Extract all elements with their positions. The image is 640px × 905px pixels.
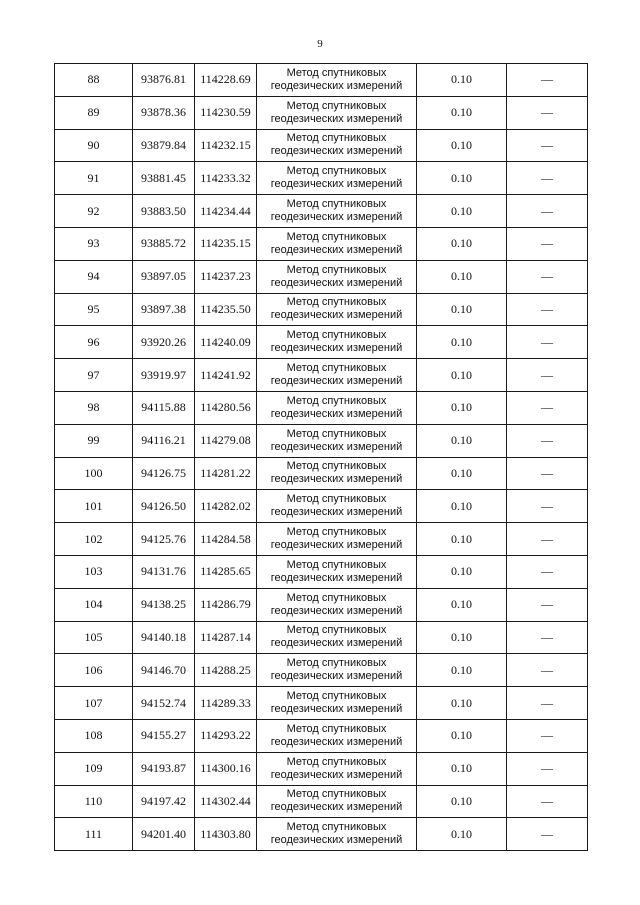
dash-cell: — — [507, 654, 588, 687]
method-line-2: геодезических измерений — [270, 506, 403, 519]
method-cell — [257, 523, 417, 556]
method-cell — [257, 359, 417, 392]
table-row — [55, 654, 588, 687]
method-line-2: геодезических измерений — [270, 178, 403, 191]
method-line-1: Метод спутниковых — [286, 657, 387, 670]
dash-cell: — — [507, 523, 588, 556]
accuracy-cell: 0.10 — [417, 523, 507, 556]
table-row — [55, 490, 588, 523]
method-cell — [257, 424, 417, 457]
table-row — [55, 260, 588, 293]
y-coordinate-cell: 114233.32 — [195, 162, 257, 195]
dash-cell: — — [507, 424, 588, 457]
y-coordinate-cell: 114284.58 — [195, 523, 257, 556]
method-cell — [257, 195, 417, 228]
accuracy-cell: 0.10 — [417, 818, 507, 851]
method-line-2: геодезических измерений — [270, 79, 403, 92]
method-line-2: геодезических измерений — [270, 145, 403, 158]
x-coordinate-cell: 94116.21 — [133, 424, 195, 457]
point-number-cell: 92 — [55, 195, 133, 228]
table-row — [55, 129, 588, 162]
dash-cell: — — [507, 490, 588, 523]
accuracy-cell: 0.10 — [417, 490, 507, 523]
method-line-1: Метод спутниковых — [286, 493, 387, 506]
method-line-1: Метод спутниковых — [286, 558, 387, 571]
method-line-1: Метод спутниковых — [286, 788, 387, 801]
accuracy-cell: 0.10 — [417, 293, 507, 326]
table-row — [55, 195, 588, 228]
method-line-2: геодезических измерений — [270, 768, 403, 781]
method-line-1: Метод спутниковых — [286, 230, 387, 243]
table-row — [55, 588, 588, 621]
method-line-1: Метод спутниковых — [286, 821, 387, 834]
method-cell — [257, 490, 417, 523]
x-coordinate-cell: 94152.74 — [133, 687, 195, 720]
point-number-cell: 100 — [55, 457, 133, 490]
x-coordinate-cell: 94201.40 — [133, 818, 195, 851]
method-cell — [257, 227, 417, 260]
method-line-1: Метод спутниковых — [286, 329, 387, 342]
method-line-2: геодезических измерений — [270, 407, 403, 420]
method-cell — [257, 96, 417, 129]
dash-cell: — — [507, 195, 588, 228]
method-cell — [257, 555, 417, 588]
point-number-cell: 108 — [55, 719, 133, 752]
method-cell — [257, 654, 417, 687]
y-coordinate-cell: 114228.69 — [195, 64, 257, 97]
method-line-2: геодезических измерений — [270, 801, 403, 814]
method-cell — [257, 129, 417, 162]
point-number-cell: 110 — [55, 785, 133, 818]
accuracy-cell: 0.10 — [417, 785, 507, 818]
point-number-cell: 98 — [55, 391, 133, 424]
point-number-cell: 97 — [55, 359, 133, 392]
method-line-1: Метод спутниковых — [286, 296, 387, 309]
method-cell — [257, 687, 417, 720]
method-line-2: геодезических измерений — [270, 440, 403, 453]
method-cell — [257, 621, 417, 654]
point-number-cell: 94 — [55, 260, 133, 293]
y-coordinate-cell: 114289.33 — [195, 687, 257, 720]
table-row — [55, 752, 588, 785]
x-coordinate-cell: 93883.50 — [133, 195, 195, 228]
dash-cell: — — [507, 260, 588, 293]
y-coordinate-cell: 114232.15 — [195, 129, 257, 162]
method-line-2: геодезических измерений — [270, 604, 403, 617]
method-cell — [257, 260, 417, 293]
accuracy-cell: 0.10 — [417, 129, 507, 162]
table-row — [55, 391, 588, 424]
coordinates-table-body — [55, 64, 588, 851]
table-row — [55, 687, 588, 720]
accuracy-cell: 0.10 — [417, 260, 507, 293]
method-line-1: Метод спутниковых — [286, 624, 387, 637]
table-row — [55, 293, 588, 326]
dash-cell: — — [507, 588, 588, 621]
method-line-1: Метод спутниковых — [286, 132, 387, 145]
point-number-cell: 91 — [55, 162, 133, 195]
method-line-1: Метод спутниковых — [286, 99, 387, 112]
method-line-1: Метод спутниковых — [286, 690, 387, 703]
point-number-cell: 102 — [55, 523, 133, 556]
dash-cell: — — [507, 359, 588, 392]
y-coordinate-cell: 114287.14 — [195, 621, 257, 654]
table-row — [55, 555, 588, 588]
point-number-cell: 105 — [55, 621, 133, 654]
y-coordinate-cell: 114293.22 — [195, 719, 257, 752]
x-coordinate-cell: 93919.97 — [133, 359, 195, 392]
table-row — [55, 457, 588, 490]
x-coordinate-cell: 93897.05 — [133, 260, 195, 293]
method-line-2: геодезических измерений — [270, 539, 403, 552]
point-number-cell: 111 — [55, 818, 133, 851]
method-line-1: Метод спутниковых — [286, 722, 387, 735]
point-number-cell: 104 — [55, 588, 133, 621]
y-coordinate-cell: 114241.92 — [195, 359, 257, 392]
x-coordinate-cell: 94197.42 — [133, 785, 195, 818]
method-line-2: геодезических измерений — [270, 243, 403, 256]
x-coordinate-cell: 94193.87 — [133, 752, 195, 785]
accuracy-cell: 0.10 — [417, 326, 507, 359]
table-row — [55, 424, 588, 457]
y-coordinate-cell: 114281.22 — [195, 457, 257, 490]
accuracy-cell: 0.10 — [417, 555, 507, 588]
table-row — [55, 162, 588, 195]
y-coordinate-cell: 114235.15 — [195, 227, 257, 260]
y-coordinate-cell: 114234.44 — [195, 195, 257, 228]
y-coordinate-cell: 114230.59 — [195, 96, 257, 129]
accuracy-cell: 0.10 — [417, 391, 507, 424]
y-coordinate-cell: 114285.65 — [195, 555, 257, 588]
method-line-1: Метод спутниковых — [286, 66, 387, 79]
method-line-2: геодезических измерений — [270, 112, 403, 125]
accuracy-cell: 0.10 — [417, 457, 507, 490]
accuracy-cell: 0.10 — [417, 424, 507, 457]
table-row — [55, 359, 588, 392]
dash-cell: — — [507, 293, 588, 326]
method-line-1: Метод спутниковых — [286, 755, 387, 768]
point-number-cell: 99 — [55, 424, 133, 457]
x-coordinate-cell: 93876.81 — [133, 64, 195, 97]
method-line-2: геодезических измерений — [270, 342, 403, 355]
y-coordinate-cell: 114280.56 — [195, 391, 257, 424]
x-coordinate-cell: 94140.18 — [133, 621, 195, 654]
method-line-2: геодезических измерений — [270, 637, 403, 650]
method-line-2: геодезических измерений — [270, 670, 403, 683]
x-coordinate-cell: 94126.75 — [133, 457, 195, 490]
method-cell — [257, 293, 417, 326]
dash-cell: — — [507, 391, 588, 424]
x-coordinate-cell: 94126.50 — [133, 490, 195, 523]
dash-cell: — — [507, 227, 588, 260]
y-coordinate-cell: 114237.23 — [195, 260, 257, 293]
y-coordinate-cell: 114300.16 — [195, 752, 257, 785]
table-row — [55, 785, 588, 818]
table-row — [55, 719, 588, 752]
method-line-1: Метод спутниковых — [286, 394, 387, 407]
dash-cell: — — [507, 687, 588, 720]
dash-cell: — — [507, 457, 588, 490]
x-coordinate-cell: 94146.70 — [133, 654, 195, 687]
dash-cell: — — [507, 785, 588, 818]
method-cell — [257, 752, 417, 785]
point-number-cell: 101 — [55, 490, 133, 523]
method-line-1: Метод спутниковых — [286, 427, 387, 440]
method-line-1: Метод спутниковых — [286, 460, 387, 473]
dash-cell: — — [507, 719, 588, 752]
accuracy-cell: 0.10 — [417, 64, 507, 97]
x-coordinate-cell: 94131.76 — [133, 555, 195, 588]
accuracy-cell: 0.10 — [417, 162, 507, 195]
method-line-2: геодезических измерений — [270, 703, 403, 716]
accuracy-cell: 0.10 — [417, 359, 507, 392]
accuracy-cell: 0.10 — [417, 654, 507, 687]
page-number: 9 — [317, 38, 323, 50]
method-cell — [257, 588, 417, 621]
method-cell — [257, 719, 417, 752]
method-cell — [257, 64, 417, 97]
table-row — [55, 523, 588, 556]
method-cell — [257, 326, 417, 359]
y-coordinate-cell: 114240.09 — [195, 326, 257, 359]
method-line-2: геодезических измерений — [270, 211, 403, 224]
coordinates-table — [54, 63, 588, 851]
method-cell — [257, 162, 417, 195]
x-coordinate-cell: 93885.72 — [133, 227, 195, 260]
method-line-2: геодезических измерений — [270, 309, 403, 322]
y-coordinate-cell: 114279.08 — [195, 424, 257, 457]
x-coordinate-cell: 93897.38 — [133, 293, 195, 326]
point-number-cell: 103 — [55, 555, 133, 588]
method-line-1: Метод спутниковых — [286, 165, 387, 178]
point-number-cell: 107 — [55, 687, 133, 720]
accuracy-cell: 0.10 — [417, 719, 507, 752]
method-cell — [257, 391, 417, 424]
x-coordinate-cell: 93878.36 — [133, 96, 195, 129]
point-number-cell: 93 — [55, 227, 133, 260]
y-coordinate-cell: 114286.79 — [195, 588, 257, 621]
method-line-2: геодезических измерений — [270, 473, 403, 486]
x-coordinate-cell: 94125.76 — [133, 523, 195, 556]
x-coordinate-cell: 93879.84 — [133, 129, 195, 162]
method-line-2: геодезических измерений — [270, 735, 403, 748]
method-line-2: геодезических измерений — [270, 834, 403, 847]
point-number-cell: 109 — [55, 752, 133, 785]
point-number-cell: 95 — [55, 293, 133, 326]
method-line-1: Метод спутниковых — [286, 591, 387, 604]
dash-cell: — — [507, 129, 588, 162]
method-line-2: геодезических измерений — [270, 375, 403, 388]
x-coordinate-cell: 94155.27 — [133, 719, 195, 752]
method-cell — [257, 785, 417, 818]
dash-cell: — — [507, 752, 588, 785]
x-coordinate-cell: 94138.25 — [133, 588, 195, 621]
dash-cell: — — [507, 326, 588, 359]
dash-cell: — — [507, 162, 588, 195]
accuracy-cell: 0.10 — [417, 687, 507, 720]
x-coordinate-cell: 93920.26 — [133, 326, 195, 359]
y-coordinate-cell: 114303.80 — [195, 818, 257, 851]
y-coordinate-cell: 114302.44 — [195, 785, 257, 818]
accuracy-cell: 0.10 — [417, 227, 507, 260]
method-cell — [257, 457, 417, 490]
accuracy-cell: 0.10 — [417, 588, 507, 621]
method-line-1: Метод спутниковых — [286, 526, 387, 539]
point-number-cell: 88 — [55, 64, 133, 97]
method-line-2: геодезических измерений — [270, 276, 403, 289]
dash-cell: — — [507, 96, 588, 129]
x-coordinate-cell: 93881.45 — [133, 162, 195, 195]
table-row — [55, 818, 588, 851]
method-line-2: геодезических измерений — [270, 571, 403, 584]
table-row — [55, 621, 588, 654]
table-row — [55, 227, 588, 260]
y-coordinate-cell: 114235.50 — [195, 293, 257, 326]
point-number-cell: 96 — [55, 326, 133, 359]
point-number-cell: 90 — [55, 129, 133, 162]
y-coordinate-cell: 114288.25 — [195, 654, 257, 687]
dash-cell: — — [507, 818, 588, 851]
dash-cell: — — [507, 64, 588, 97]
method-line-1: Метод спутниковых — [286, 362, 387, 375]
accuracy-cell: 0.10 — [417, 96, 507, 129]
method-cell — [257, 818, 417, 851]
method-line-1: Метод спутниковых — [286, 263, 387, 276]
dash-cell: — — [507, 621, 588, 654]
table-row — [55, 96, 588, 129]
accuracy-cell: 0.10 — [417, 195, 507, 228]
point-number-cell: 89 — [55, 96, 133, 129]
dash-cell: — — [507, 555, 588, 588]
y-coordinate-cell: 114282.02 — [195, 490, 257, 523]
table-row — [55, 326, 588, 359]
table-row — [55, 64, 588, 97]
accuracy-cell: 0.10 — [417, 752, 507, 785]
x-coordinate-cell: 94115.88 — [133, 391, 195, 424]
point-number-cell: 106 — [55, 654, 133, 687]
accuracy-cell: 0.10 — [417, 621, 507, 654]
method-line-1: Метод спутниковых — [286, 198, 387, 211]
